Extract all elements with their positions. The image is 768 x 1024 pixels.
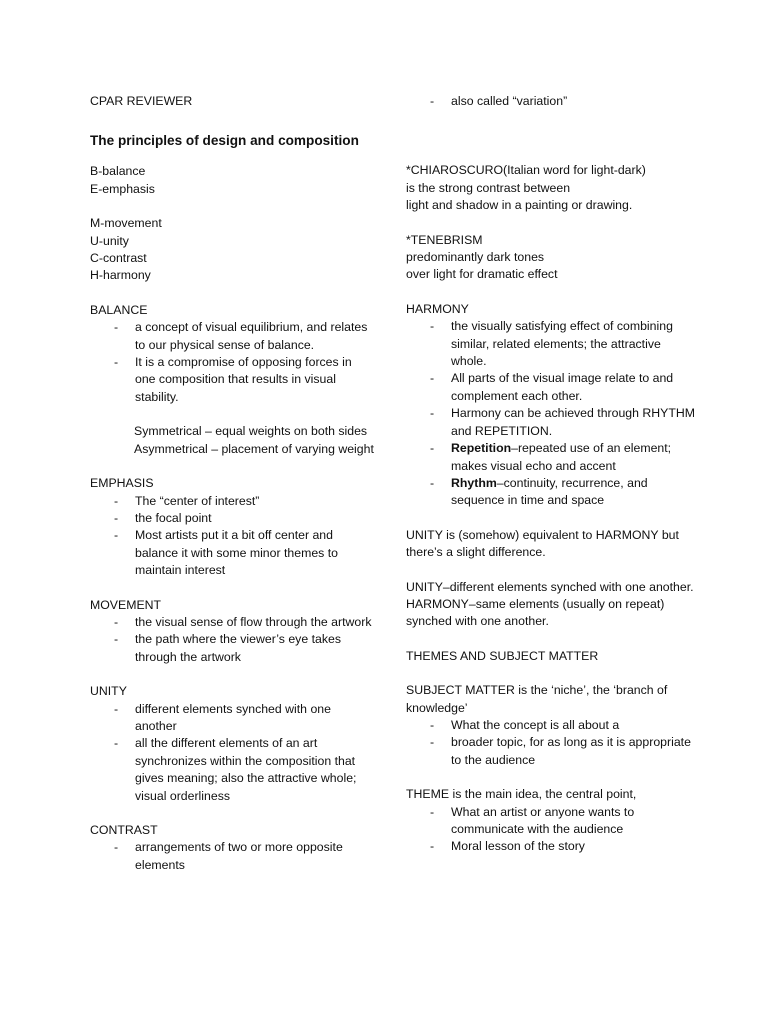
list-item: - Harmony can be achieved through RHYTHM and REPETITION. [430,405,696,440]
rhythm-term: Rhythm [451,475,497,490]
acronym-line: U-unity [90,233,129,248]
emphasis-list [90,493,375,580]
movement-list [90,614,375,666]
list-item: - the visually satisfying effect of combining similar, related elements; the attractive whole. [430,318,696,370]
document-header: CPAR REVIEWER [90,94,193,108]
repetition-term: Repetition [451,441,512,456]
list-item: - It is a compromise of opposing forces in one composition that results in visual stability. [114,354,375,406]
tenebrism-line: over light for dramatic effect [406,267,558,282]
list-item: - Most artists put it a bit off center and balance it with some minor themes to maintain interest [114,527,375,579]
list-item: - different elements synched with one another [114,701,375,736]
chiaroscuro-line: light and shadow in a painting or drawing. [406,198,633,213]
list-item: - the path where the viewer’s eye takes through the artwork [114,631,375,666]
unity-harmony-note: UNITY is (somehow) equivalent to HARMONY but there’s a slight difference. [406,527,683,560]
subject-matter-list [406,717,696,769]
acronym-line: M-movement [90,216,162,231]
balance-list [90,319,375,406]
list-item: - a concept of visual equilibrium, and relates to our physical sense of balance. [114,319,375,354]
list-item [430,440,696,475]
section-heading-balance: BALANCE [90,302,148,317]
list-item: - What the concept is all about a [430,717,696,734]
acronym-line: H-harmony [90,268,151,283]
section-heading-emphasis: EMPHASIS [90,476,154,491]
acronym-line: C-contrast [90,251,147,266]
list-item: - All parts of the visual image relate to and complement each other. [430,370,696,405]
list-item: - The “center of interest” [114,493,375,510]
section-heading-harmony: HARMONY [406,301,469,316]
balance-asymmetrical: Asymmetrical – placement of varying weight [134,441,374,456]
contrast-continued-list [406,93,696,110]
list-item: - all the different elements of an art synchronizes within the composition that gives meaning; also the attractive whole; visual orderliness [114,735,375,805]
section-heading-contrast: CONTRAST [90,823,158,837]
list-item: - Moral lesson of the story [430,838,696,855]
page-title: The principles of design and composition [90,133,359,149]
section-heading-movement: MOVEMENT [90,597,162,612]
repetition-definition: –repeated use of an element; makes visual echo and accent [451,441,672,473]
list-item: - What an artist or anyone wants to communicate with the audience [430,804,696,839]
theme-text: THEME is the main idea, the central point, [406,787,637,802]
chiaroscuro-term: *CHIAROSCURO(Italian word for light-dark) [406,163,646,178]
section-heading-unity: UNITY [90,684,127,699]
list-item: - the focal point [114,510,375,527]
harmony-list [406,318,696,509]
list-item: - broader topic, for as long as it is appropriate to the audience [430,734,696,769]
harmony-definition: HARMONY–same elements (usually on repeat) synched with one another. [406,596,668,629]
unity-definition: UNITY–different elements synched with one another. [406,579,694,594]
list-item: - the visual sense of flow through the artwork [114,614,375,631]
left-column [90,93,375,874]
tenebrism-line: predominantly dark tones [406,250,545,265]
contrast-list [90,839,375,874]
balance-symmetrical: Symmetrical – equal weights on both sides [134,424,368,439]
list-item [430,475,696,510]
section-heading-themes: THEMES AND SUBJECT MATTER [406,648,599,663]
list-item: - also called “variation” [430,93,696,110]
rhythm-definition: –continuity, recurrence, and sequence in time and space [451,475,648,508]
unity-list [90,701,375,805]
right-column [406,93,696,856]
acronym-line: E-emphasis [90,181,155,196]
acronym-line: B-balance [90,164,146,179]
chiaroscuro-line: is the strong contrast between [406,180,571,195]
theme-list [406,804,696,856]
subject-matter-text: SUBJECT MATTER is the ‘niche’, the ‘branch of knowledge’ [406,683,671,715]
list-item: - arrangements of two or more opposite elements [114,839,375,874]
tenebrism-term: *TENEBRISM [406,232,483,247]
